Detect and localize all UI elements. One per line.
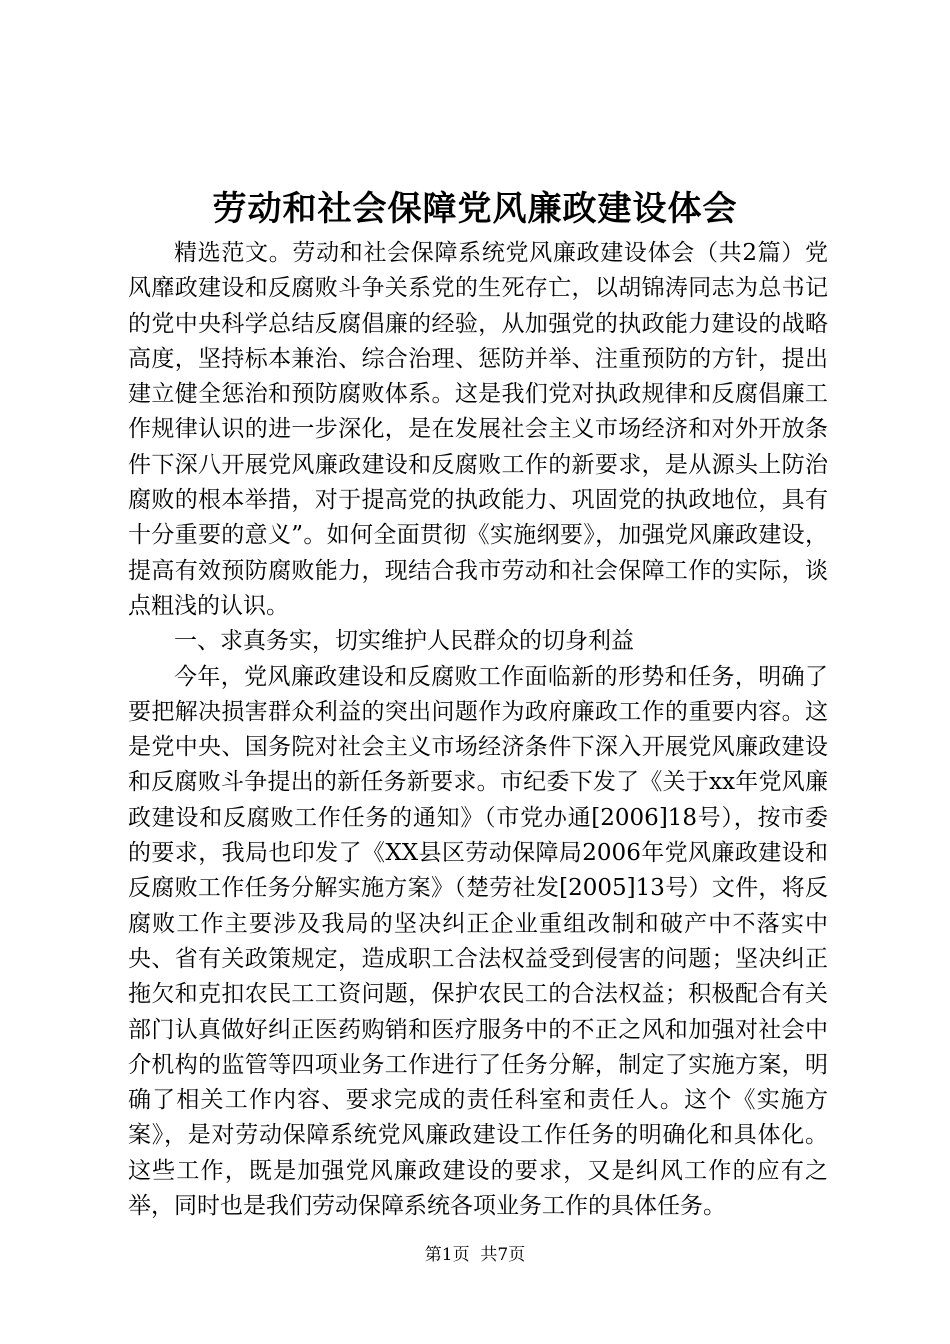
paragraph-intro: 精选范文。劳动和社会保障系统党风廉政建设体会（共2篇）党风靡政建设和反腐败斗争关系党的生死存亡，以胡锦涛同志为总书记的党中央科学总结反腐倡廉的经验，从加强党的执政能力建设的战略高度，坚持标本兼治、综合治理、惩防并举、注重预防的方针，提出建立健全惩治和预防腐败体系。这是我们党对执政规律和反腐倡廉工作规律认识的进一步深化，是在发展社会主义市场经济和对外开放条件下深八开展党风廉政建设和反腐败工作的新要求，是从源头上防治腐败的根本举措，对于提高党的执政能力、巩固党的执政地位，具有十分重要的意义”。如何全面贯彻《实施纲要》，加强党风廉政建设，提高有效预防腐败能力，现结合我市劳动和社会保障工作的实际，谈点粗浅的认识。 <box>128 240 828 619</box>
document-title: 劳动和社会保障党风廉政建设体会 <box>212 189 738 229</box>
paragraph-section-1: 今年，党风廉政建设和反腐败工作面临新的形势和任务，明确了要把解决损害群众利益的突出问题作为政府廉政工作的重要内容。这是党中央、国务院对社会主义市场经济条件下深入开展党风廉政建设和反腐败斗争提出的新任务新要求。市纪委下发了《关于xx年党风廉政建设和反腐败工作任务的通知》（市党办通[2006]18号），按市委的要求，我局也印发了《XX县区劳动保障局2006年党风廉政建设和反腐败工作任务分解实施方案》（楚劳社发[2005]13号）文件，将反腐败工作主要涉及我局的坚决纠正企业重组改制和破产中不落实中央、省有关政策规定，造成职工合法权益受到侵害的问题；坚决纠正拖欠和克扣农民工工资问题，保护农民工的合法权益；积极配合有关部门认真做好纠正医药购销和医疗服务中的不正之风和加强对社会中介机构的监管等四项业务工作进行了任务分解，制定了实施方案，明确了相关工作内容、要求完成的责任科室和责任人。这个《实施方案》，是对劳动保障系统党风廉政建设工作任务的明确化和具体化。这些工作，既是加强党风廉政建设的要求，又是纠风工作的应有之举，同时也是我们劳动保障系统各项业务工作的具体任务。 <box>128 663 828 1220</box>
document-body <box>128 236 828 1224</box>
page-total: 共7页 <box>480 1245 526 1265</box>
page-number: 第1页 <box>424 1245 470 1265</box>
section-heading: 一、求真务实，切实维护人民群众的切身利益 <box>174 628 634 655</box>
page-footer <box>0 1244 950 1266</box>
